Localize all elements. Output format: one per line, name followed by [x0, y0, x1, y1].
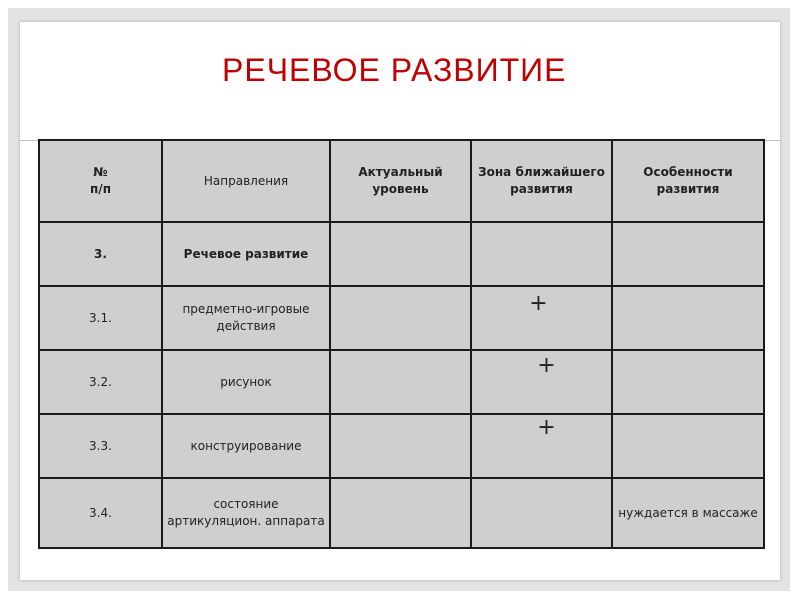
cell-notes: [612, 350, 764, 414]
cell-zone: [471, 350, 612, 414]
cell-direction: предметно-игровые действия: [162, 286, 330, 350]
cell-actual: [330, 478, 471, 548]
table-row: [39, 222, 764, 286]
cell-notes: [612, 222, 764, 286]
cell-zone: [471, 414, 612, 478]
header-number: № п/п: [39, 140, 162, 222]
header-features: Особенности развития: [612, 140, 764, 222]
cell-actual: [330, 222, 471, 286]
cell-direction: Речевое развитие: [162, 222, 330, 286]
cell-number: 3.4.: [39, 478, 162, 548]
plus-mark: +: [537, 353, 556, 378]
cell-actual: [330, 414, 471, 478]
cell-actual: [330, 286, 471, 350]
cell-direction: рисунок: [162, 350, 330, 414]
plus-mark: +: [529, 291, 548, 316]
header-actual-level: Актуальный уровень: [330, 140, 471, 222]
cell-number: 3.1.: [39, 286, 162, 350]
cell-zone: [471, 222, 612, 286]
table-header-row: [39, 140, 764, 222]
table-row: [39, 414, 764, 478]
plus-mark: +: [537, 415, 556, 440]
cell-notes: нуждается в массаже: [612, 478, 764, 548]
slide-title: РЕЧЕВОЕ РАЗВИТИЕ: [222, 52, 567, 88]
cell-number: 3.: [39, 222, 162, 286]
cell-notes: [612, 286, 764, 350]
cell-number: 3.2.: [39, 350, 162, 414]
cell-notes: [612, 414, 764, 478]
cell-direction: состояние артикуляцион. аппарата: [162, 478, 330, 548]
header-direction: Направления: [162, 140, 330, 222]
table-row: [39, 286, 764, 350]
cell-number: 3.3.: [39, 414, 162, 478]
cell-zone: [471, 478, 612, 548]
table-row: [39, 478, 764, 548]
cell-direction: конструирование: [162, 414, 330, 478]
cell-zone: [471, 286, 612, 350]
development-table: [38, 139, 765, 549]
cell-actual: [330, 350, 471, 414]
header-zone: Зона ближайшего развития: [471, 140, 612, 222]
table-row: [39, 350, 764, 414]
